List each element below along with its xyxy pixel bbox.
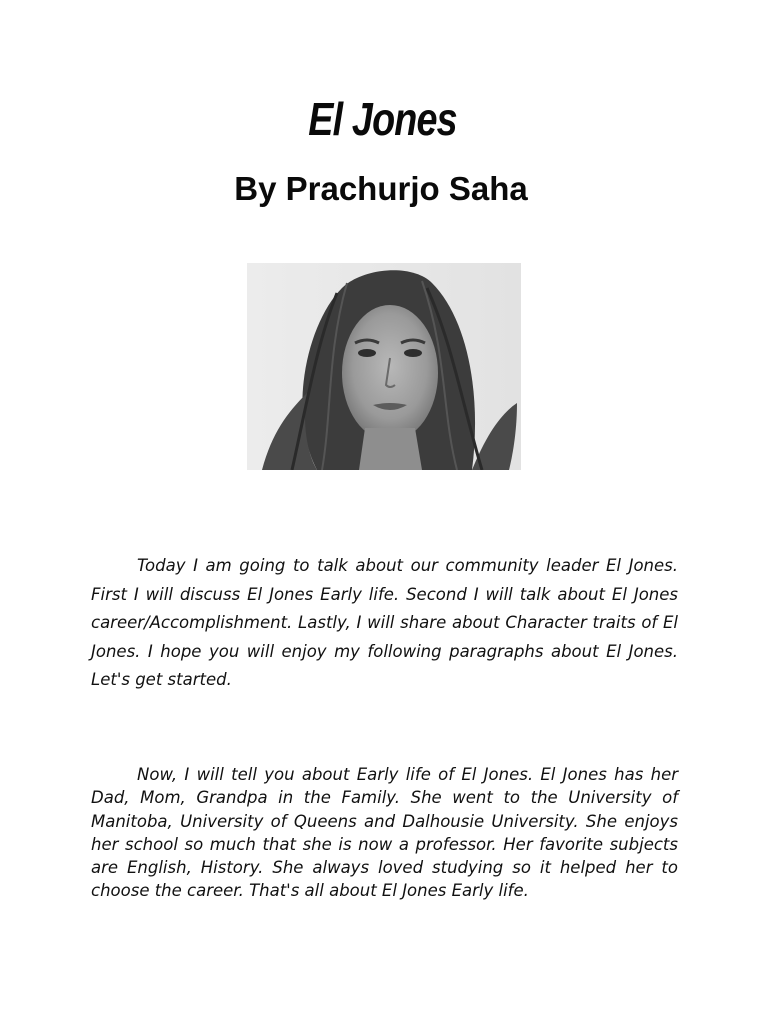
portrait-photo <box>247 263 521 470</box>
intro-paragraph: Today I am going to talk about our community leader El Jones. First I will discuss El Jones Early life. Second I will talk about El Jones career/Accomplishment. Lastly, I will share about Character traits of El Jones. I hope you will enjoy my following paragraphs about El Jones. Let's get started. <box>91 556 678 689</box>
document-subtitle: By Prachurjo Saha <box>234 170 528 207</box>
early-life-paragraph: Now, I will tell you about Early life of El Jones. El Jones has her Dad, Mom, Grandpa in the Family. She went to the University of Manitoba, University of Queens and Dalhousie University. She enjoys her school so much that she is now a professor. Her favorite subjects are English, History. She always loved studying so it helped her to choose the career. That's all about El Jones Early life. <box>91 765 678 901</box>
document-title: El Jones <box>308 93 457 145</box>
